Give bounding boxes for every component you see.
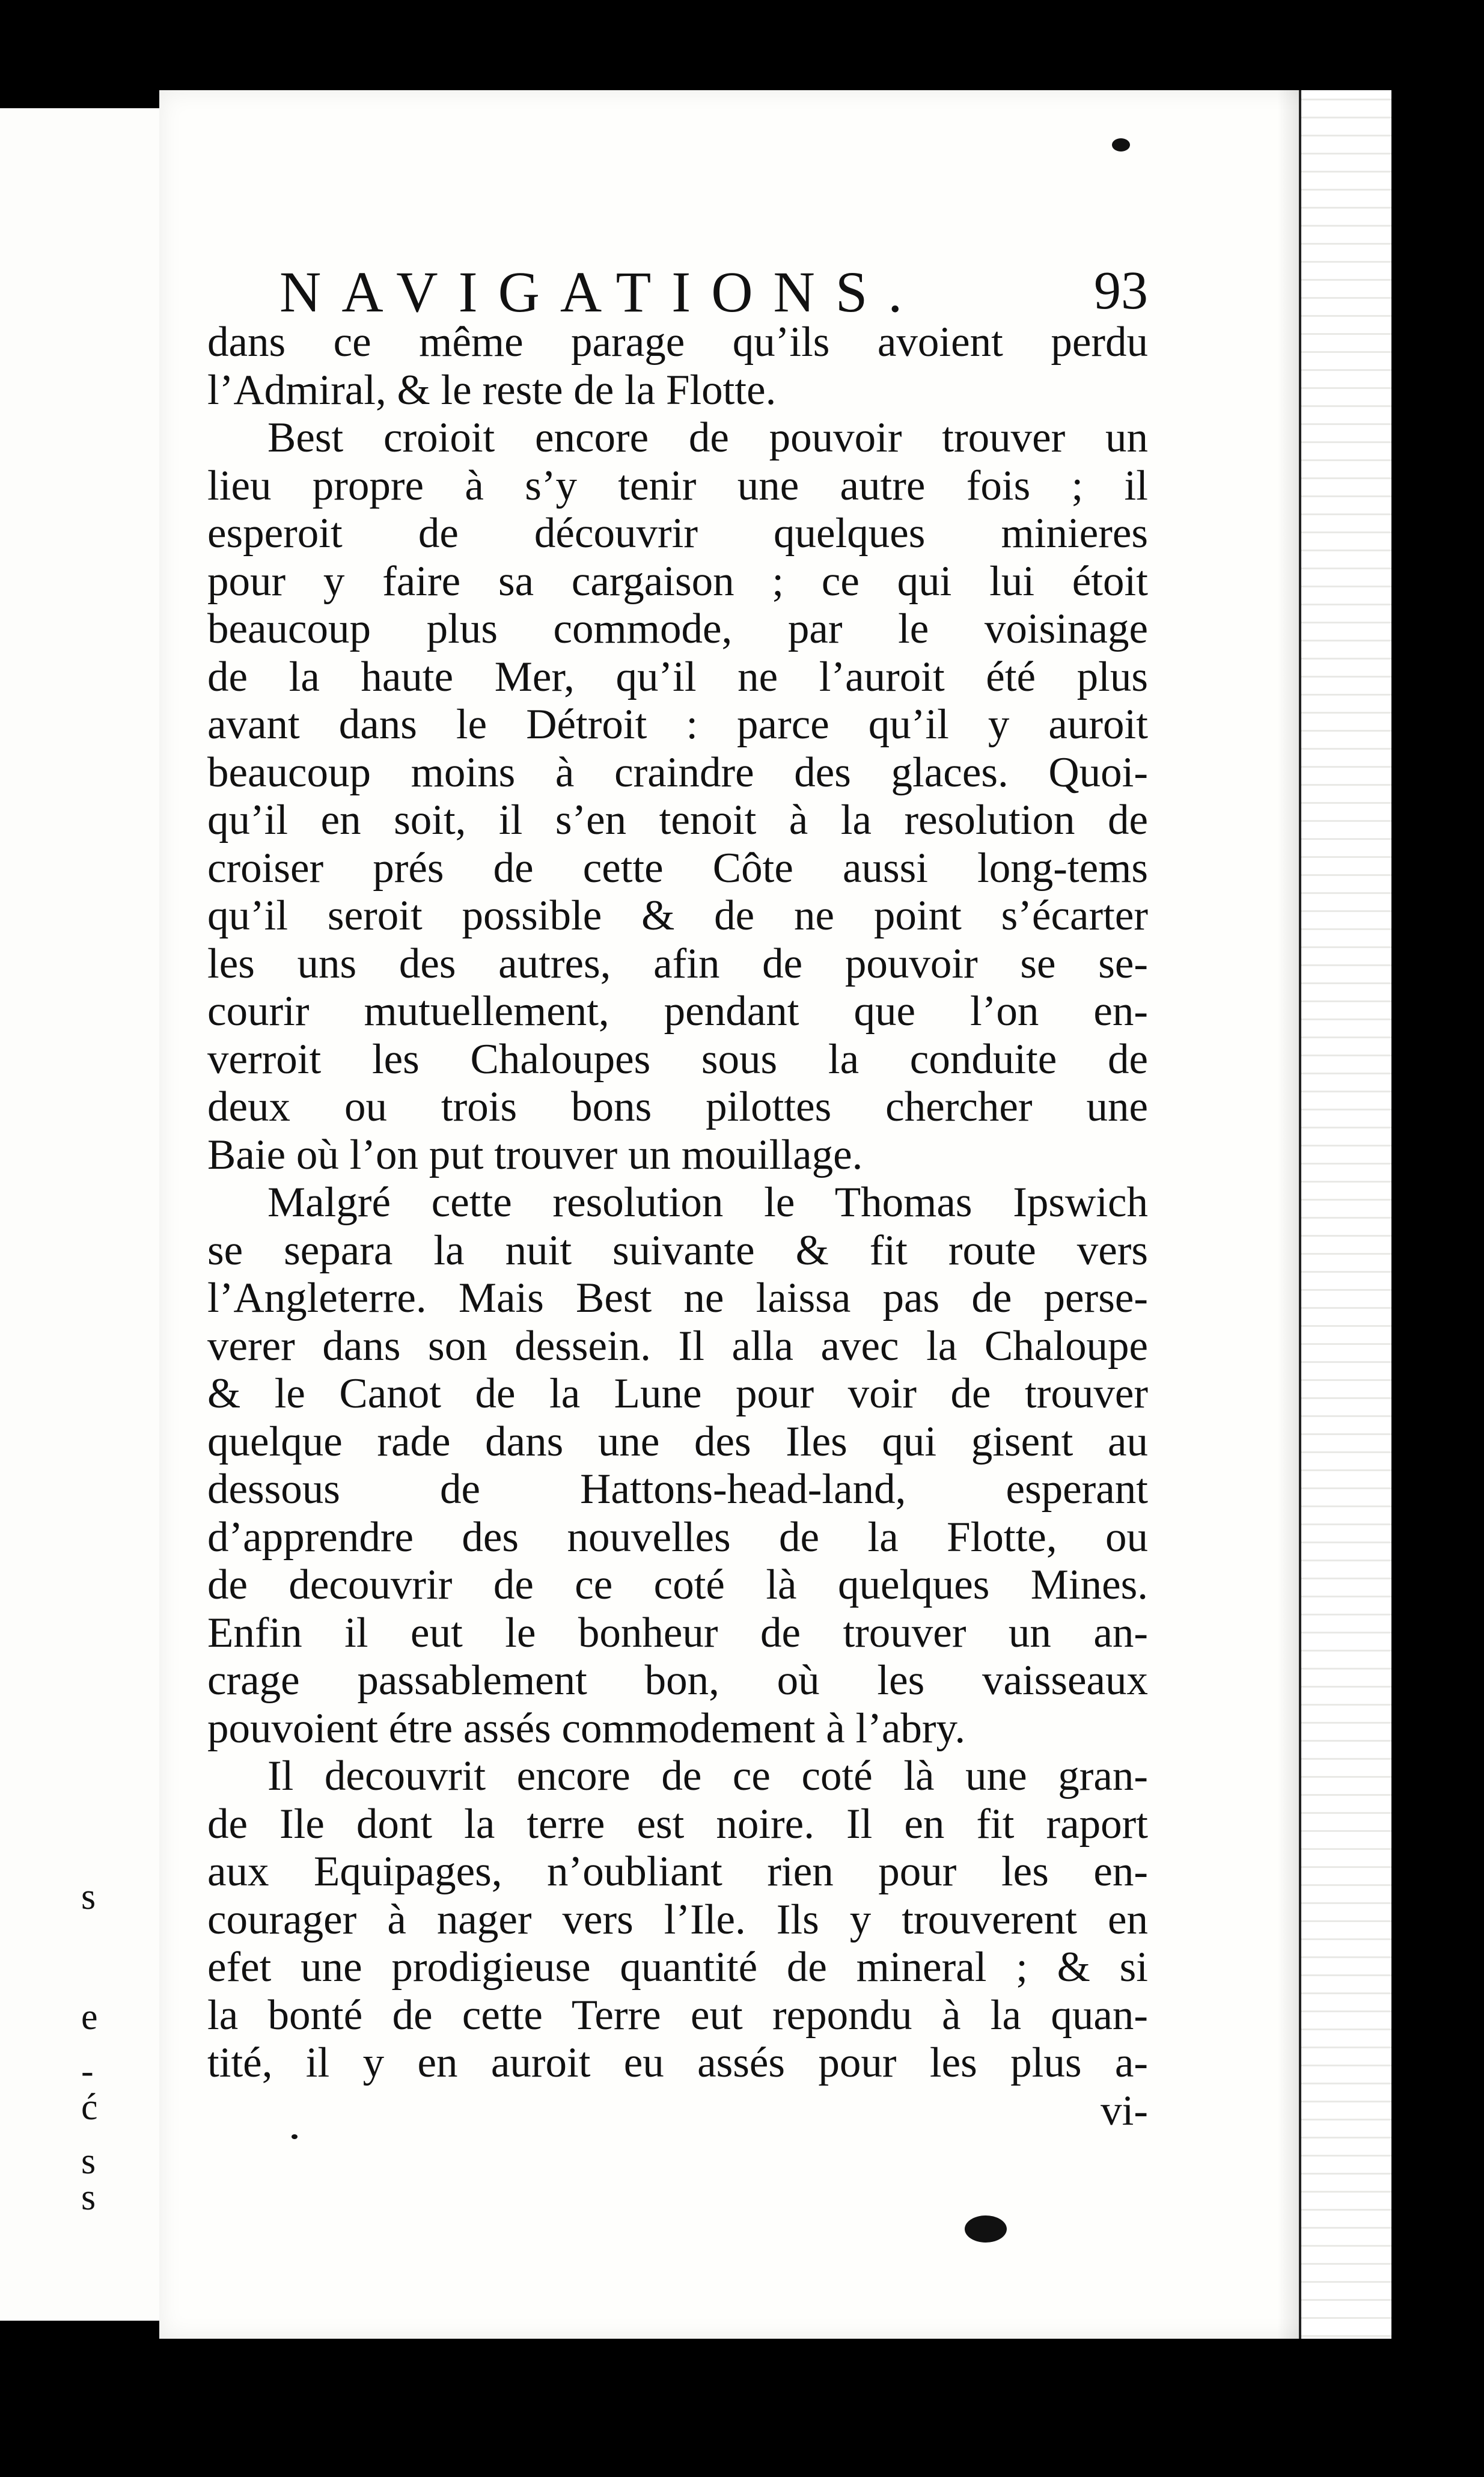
text-line: verer dans son dessein. Il alla avec la Chaloupe	[207, 1322, 1148, 1370]
text-line: deux ou trois bons pilottes chercher une	[207, 1083, 1148, 1130]
text-line: lieu propre à s’y tenir une autre fois ; il	[207, 462, 1148, 509]
text-line: de Ile dont la terre est noire. Il en fit raport	[207, 1800, 1148, 1848]
text-line: verroit les Chaloupes sous la conduite de	[207, 1035, 1148, 1083]
text-line: beaucoup moins à craindre des glaces. Quoi-	[207, 749, 1148, 796]
text-line: pour y faire sa cargaison ; ce qui lui étoit	[207, 557, 1148, 605]
text-line: les uns des autres, afin de pouvoir se se-	[207, 940, 1148, 987]
text-line: l’Angleterre. Mais Best ne laissa pas de perse-	[207, 1275, 1148, 1321]
text-line: qu’il en soit, il s’en tenoit à la resolution de	[207, 797, 1148, 844]
ink-speck	[1112, 138, 1130, 152]
text-line: Best croioit encore de pouvoir trouver un	[267, 414, 1148, 461]
text-line: quelque rade dans une des Iles qui gisent au	[207, 1418, 1148, 1465]
text-line: de decouvrir de ce coté là quelques Mines.	[207, 1561, 1148, 1608]
margin-fragment: e	[81, 1997, 98, 2038]
ink-speck	[965, 2215, 1007, 2243]
text-line: Enfin il eut le bonheur de trouver un an-	[207, 1609, 1148, 1656]
text-line: qu’il seroit possible & de ne point s’écarter	[207, 892, 1148, 939]
text-line: beaucoup plus commode, par le voisinage	[207, 605, 1148, 652]
text-line: courager à nager vers l’Ile. Ils y trouverent en	[207, 1896, 1148, 1943]
catchword: vi-	[1101, 2087, 1148, 2134]
text-line: se separa la nuit suivante & fit route vers	[207, 1226, 1148, 1274]
text-line: avant dans le Détroit : parce qu’il y auroit	[207, 701, 1148, 748]
page-gutter-shadow	[1277, 90, 1301, 2339]
text-line: de la haute Mer, qu’il ne l’auroit été plus	[207, 653, 1148, 700]
text-line: tité, il y en auroit eu assés pour les plus a-	[207, 2039, 1148, 2086]
body-text	[207, 319, 1148, 2135]
text-line: & le Canot de la Lune pour voir de trouver	[207, 1370, 1148, 1417]
text-line: Il decouvrit encore de ce coté là une gran-	[267, 1753, 1148, 1799]
text-line: crage passablement bon, où les vaisseaux	[207, 1657, 1148, 1704]
margin-fragment: ć	[81, 2087, 98, 2128]
page-fore-edge	[1299, 90, 1391, 2339]
text-line: Baie où l’on put trouver un mouillage.	[207, 1131, 863, 1178]
text-line: courir mutuellement, pendant que l’on en-	[207, 988, 1148, 1035]
running-head	[207, 259, 1148, 325]
margin-fragment: -	[81, 2051, 94, 2092]
text-line: dessous de Hattons-head-land, esperant	[207, 1466, 1148, 1513]
margin-fragment: s	[81, 1876, 96, 1917]
text-line: aux Equipages, n’oubliant rien pour les en-	[207, 1848, 1148, 1895]
text-line: la bonté de cette Terre eut repondu à la quan-	[207, 1991, 1148, 2039]
running-title: NAVIGATIONS.	[279, 260, 923, 324]
text-line: Malgré cette resolution le Thomas Ipswich	[267, 1179, 1148, 1226]
page-number: 93	[1094, 261, 1148, 320]
previous-page-edge	[0, 108, 163, 2321]
text-line: l’Admiral, & le reste de la Flotte.	[207, 366, 777, 414]
text-line: d’apprendre des nouvelles de la Flotte, ou	[207, 1513, 1148, 1561]
text-line: esperoit de découvrir quelques minieres	[207, 510, 1148, 557]
text-line: croiser prés de cette Côte aussi long-tems	[207, 844, 1148, 892]
ink-speck	[292, 2134, 298, 2139]
margin-fragment: s	[81, 2141, 96, 2182]
text-line: pouvoient étre assés commodement à l’abry.	[207, 1704, 966, 1752]
text-line: dans ce même parage qu’ils avoient perdu	[207, 319, 1148, 366]
margin-fragment: s	[81, 2177, 96, 2218]
text-line: efet une prodigieuse quantité de mineral ; & si	[207, 1944, 1148, 1991]
